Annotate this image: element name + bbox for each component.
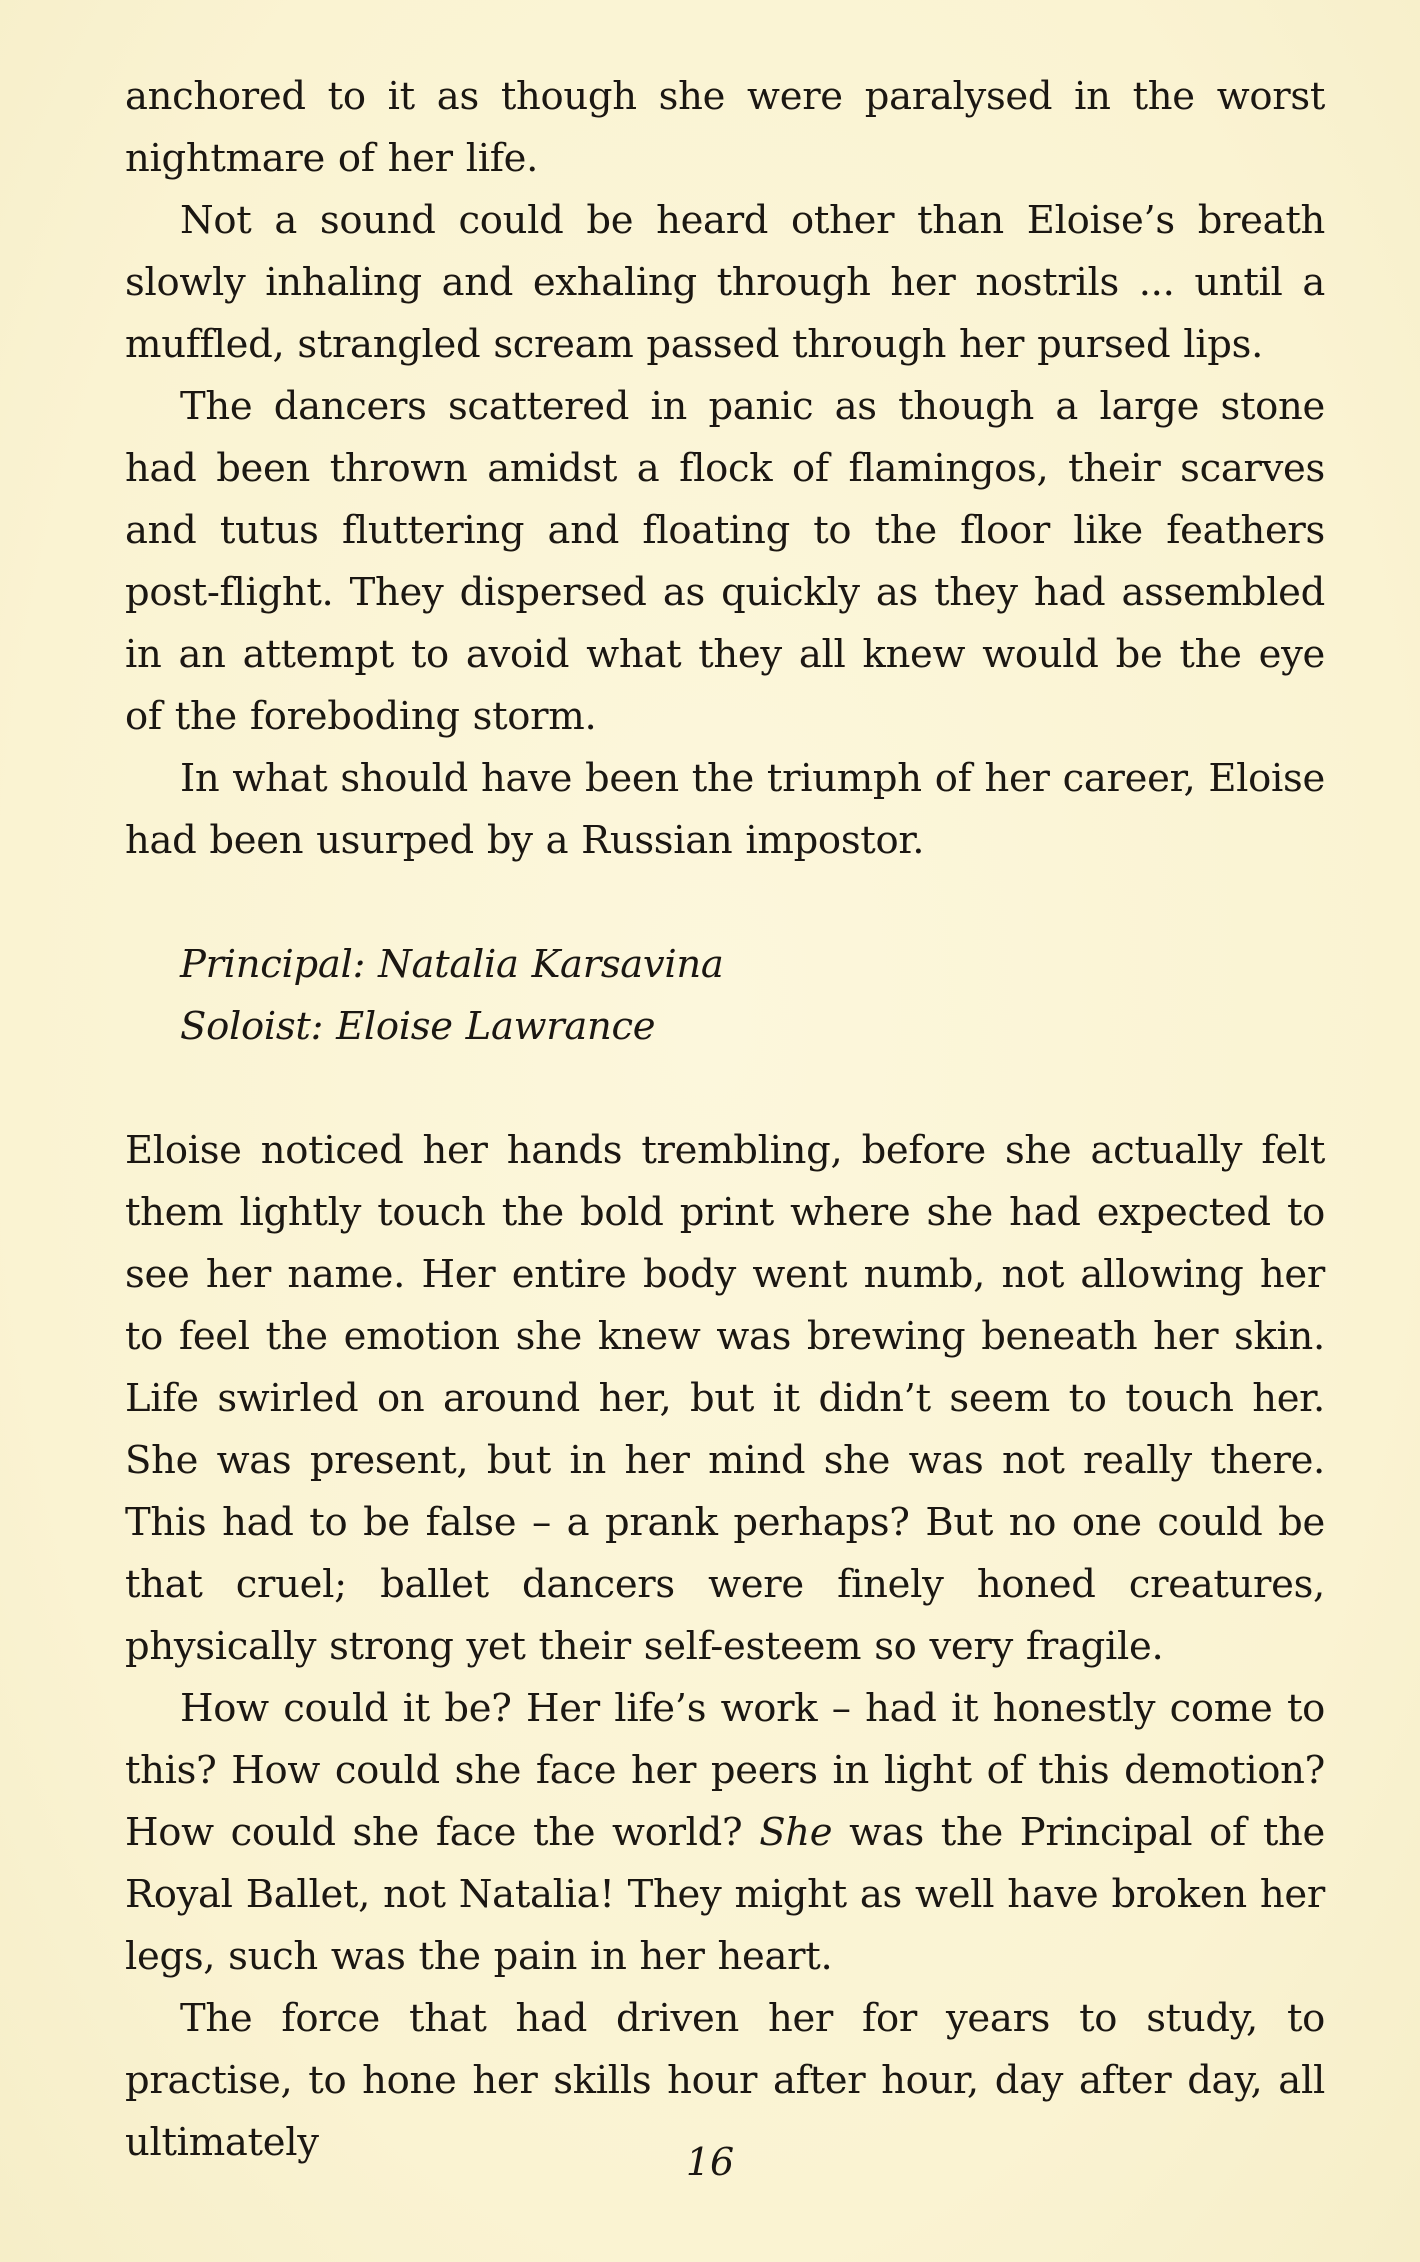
paragraph-1: anchored to it as though she were paralysed in the worst nightmare of her life. (125, 74, 1325, 181)
soloist-credit: Soloist: Eloise Lawrance (180, 1004, 656, 1049)
body-text (125, 66, 1325, 2174)
paragraph-6-before: How could it be? Her life’s work – had it honestly come to this? How could she face her peers in light of this demotion? How could she face the world? (125, 1686, 1325, 1855)
paragraph-4: In what should have been the triumph of her career, Eloise had been usurped by a Russian impostor. (125, 756, 1325, 863)
paragraph-6 (125, 1678, 1325, 1988)
paragraph-7: The force that had driven her for years to study, to practise, to hone her skills hour after hour, day after day, all ultimately (125, 1996, 1325, 2165)
cast-list (180, 934, 1325, 1058)
paragraph-5: Eloise noticed her hands trembling, before she actually felt them lightly touch the bold print where she had expected to see her name. Her entire body went numb, not allowing her to feel the emotion she knew was brewing beneath her skin. Life swirled on around her, but it didn’t seem to touch her. She was present, but in her mind she was not really there. This had to be false – a prank perhaps? But no one could be that cruel; ballet dancers were finely honed creatures, physically strong yet their self-esteem so very fragile. (125, 1128, 1325, 1669)
page-number: 16 (685, 2140, 735, 2184)
paragraph-6-emphasis: She (759, 1810, 833, 1855)
paragraph-6-after: was the Principal of the Royal Ballet, not Natalia! They might as well have broken her legs, such was the pain in her heart. (125, 1810, 1325, 1979)
paragraph-2: Not a sound could be heard other than Eloise’s breath slowly inhaling and exhaling through her nostrils ... until a muffled, strangled scream passed through her pursed lips. (125, 198, 1325, 367)
paragraph-3: The dancers scattered in panic as though a large stone had been thrown amidst a flock of flamingos, their scarves and tutus fluttering and floating to the floor like feathers post-flight. They dispersed as quickly as they had assembled in an attempt to avoid what they all knew would be the eye of the foreboding storm. (125, 384, 1325, 739)
principal-credit: Principal: Natalia Karsavina (180, 942, 724, 987)
